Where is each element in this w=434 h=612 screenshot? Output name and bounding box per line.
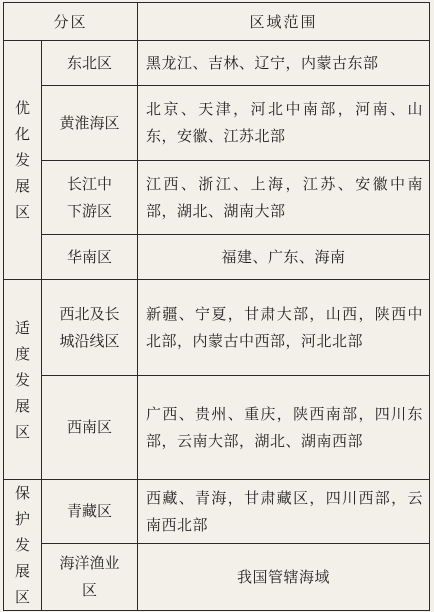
table-row	[4, 161, 430, 235]
table-row	[4, 480, 430, 544]
table-header-row	[4, 3, 430, 41]
subregion-cell	[42, 86, 138, 161]
subregion-label: 青藏区	[66, 502, 112, 521]
table-row	[4, 280, 430, 376]
scope-cell: 福建、广东、海南	[138, 235, 430, 280]
subregion-label: 海洋渔业区	[59, 554, 120, 600]
subregion-cell	[42, 544, 138, 611]
table-row	[4, 544, 430, 611]
group-label: 适度发展区	[14, 318, 30, 441]
subregion-cell	[42, 376, 138, 480]
subregion-cell	[42, 480, 138, 544]
subregion-label: 东北区	[66, 53, 112, 72]
scope-cell: 黑龙江、吉林、辽宁，内蒙古东部	[138, 41, 430, 86]
scope-cell: 广西、贵州、重庆，陕西南部，四川东部，云南大部，湖北、湖南西部	[138, 376, 430, 480]
scope-cell: 江西、浙江、上海，江苏、安徽中南部，湖北、湖南大部	[138, 161, 430, 235]
subregion-cell	[42, 280, 138, 376]
scope-cell: 西藏、青海，甘肃藏区，四川西部，云南西北部	[138, 480, 430, 544]
table-row	[4, 86, 430, 161]
table-row	[4, 376, 430, 480]
subregion-cell	[42, 41, 138, 86]
table-row	[4, 41, 430, 86]
subregion-cell	[42, 161, 138, 235]
subregion-label: 西南区	[66, 418, 112, 436]
regions-table	[3, 2, 430, 611]
subregion-cell	[42, 235, 138, 280]
group-cell-optimize	[4, 41, 42, 280]
scope-cell: 北京、天津，河北中南部，河南、山东，安徽、江苏北部	[138, 86, 430, 161]
group-cell-moderate	[4, 280, 42, 480]
scope-cell: 新疆、宁夏，甘肃大部，山西，陕西中北部，内蒙古中西部，河北北部	[138, 280, 430, 376]
header-zone: 分区	[4, 3, 138, 41]
group-cell-protect	[4, 480, 42, 611]
table-row	[4, 235, 430, 280]
group-label: 优化发展区	[14, 99, 30, 221]
group-label: 保护发展区	[14, 484, 30, 606]
subregion-label: 长江中下游区	[66, 174, 112, 220]
header-scope: 区域范围	[138, 3, 430, 41]
subregion-label: 黄淮海区	[59, 113, 120, 132]
scope-cell: 我国管辖海域	[138, 544, 430, 611]
subregion-label: 西北及长城沿线区	[59, 304, 120, 350]
subregion-label: 华南区	[66, 247, 112, 266]
